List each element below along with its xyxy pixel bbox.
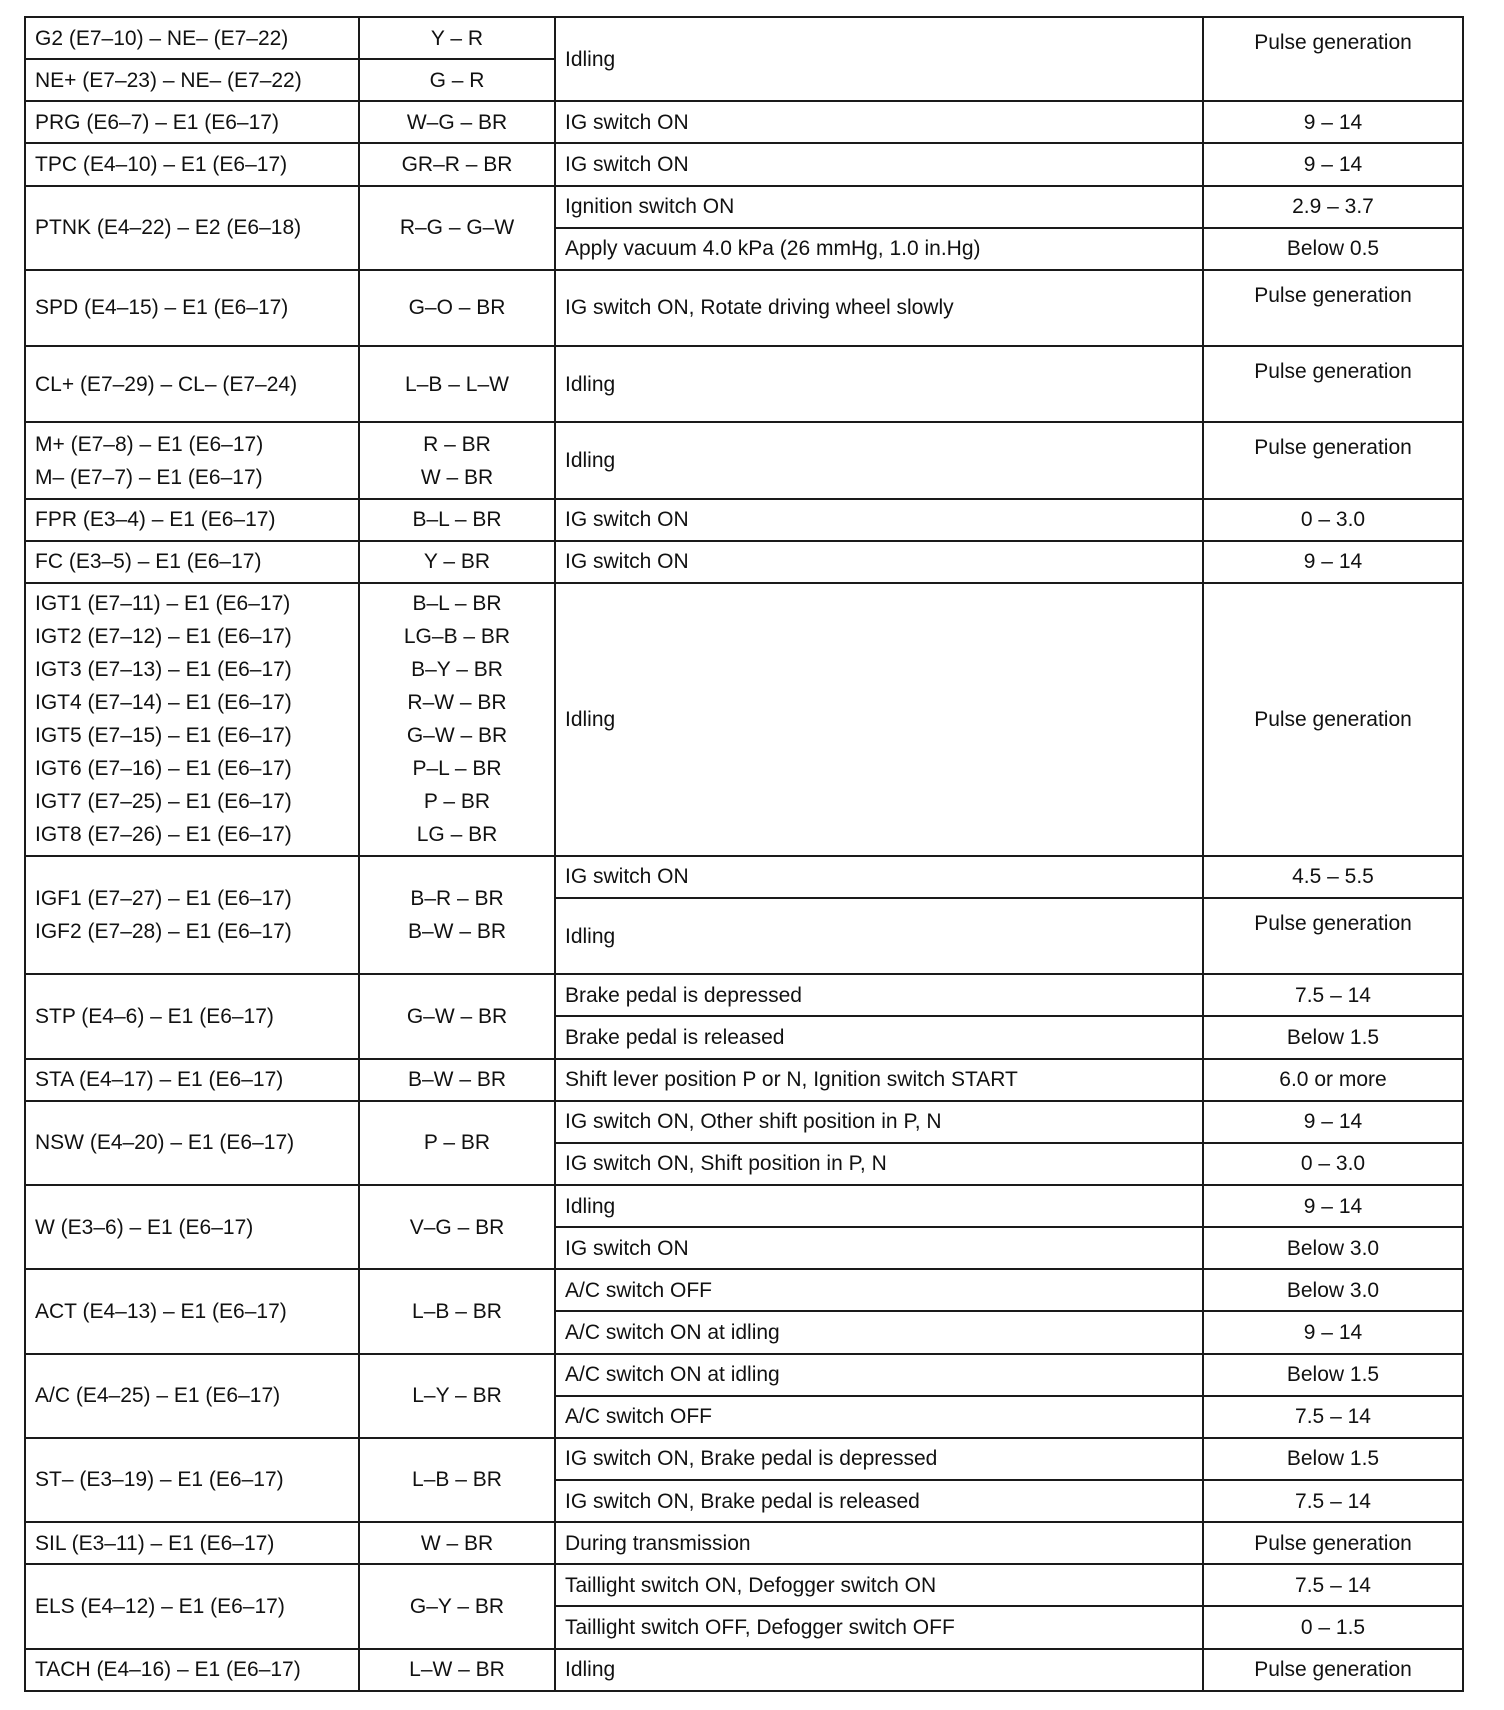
specified-value: 7.5 – 14: [1295, 983, 1371, 1007]
value-cell: [1203, 1059, 1463, 1101]
condition-cell: [555, 422, 1203, 498]
condition-cell: [555, 1480, 1203, 1522]
wiring-cell: [359, 499, 555, 541]
condition-cell: [555, 1649, 1203, 1691]
specified-value: Pulse generation: [1254, 31, 1412, 54]
condition-text: IG switch ON: [565, 865, 689, 889]
table-row: [25, 1354, 1463, 1396]
value-cell: [1203, 346, 1463, 422]
wiring-cell: [359, 1522, 555, 1564]
table-row: [25, 1522, 1463, 1564]
terminal-cell: [25, 346, 359, 422]
terminal-label: SPD (E4–15) – E1 (E6–17): [35, 296, 289, 320]
terminal-label: IGF1 (E7–27) – E1 (E6–17): [35, 887, 292, 911]
condition-cell: [555, 143, 1203, 185]
wiring-cell: [359, 1185, 555, 1269]
specified-value: Below 1.5: [1286, 1363, 1380, 1387]
wiring-color: G–O – BR: [408, 296, 506, 320]
specified-value: 2.9 – 3.7: [1292, 195, 1374, 219]
wiring-color: R – BR: [423, 432, 491, 456]
terminal-label: IGT2 (E7–12) – E1 (E6–17): [35, 625, 292, 649]
condition-text: IG switch ON, Rotate driving wheel slowly: [565, 296, 954, 320]
wiring-cell: [359, 143, 555, 185]
condition-cell: [555, 541, 1203, 583]
value-cell: [1203, 974, 1463, 1016]
value-cell: [1203, 186, 1463, 228]
specified-value: Pulse generation: [1254, 1658, 1412, 1682]
terminal-cell: [25, 1438, 359, 1522]
wiring-color: R–W – BR: [407, 691, 507, 715]
wiring-color: L–Y – BR: [412, 1384, 502, 1408]
specified-value: 9 – 14: [1303, 110, 1363, 134]
terminal-label: IGT4 (E7–14) – E1 (E6–17): [35, 691, 292, 715]
condition-cell: [555, 1269, 1203, 1311]
terminal-label: NSW (E4–20) – E1 (E6–17): [35, 1131, 295, 1155]
condition-text: Idling: [565, 707, 616, 731]
table-row: [25, 1564, 1463, 1606]
value-cell: [1203, 1016, 1463, 1058]
table-row: [25, 1269, 1463, 1311]
condition-text: Taillight switch ON, Defogger switch ON: [565, 1573, 937, 1597]
wiring-color: W–G – BR: [406, 110, 508, 134]
condition-cell: [555, 228, 1203, 270]
wiring-color: L–B – L–W: [405, 372, 509, 396]
condition-text: IG switch ON: [565, 508, 689, 532]
terminal-cell: [25, 974, 359, 1058]
terminal-label: IGT1 (E7–11) – E1 (E6–17): [35, 592, 291, 616]
condition-cell: [555, 1101, 1203, 1143]
condition-text: Apply vacuum 4.0 kPa (26 mmHg, 1.0 in.Hg): [565, 237, 981, 261]
condition-cell: [555, 186, 1203, 228]
wiring-cell: [359, 270, 555, 346]
specified-value: Below 3.0: [1286, 1278, 1380, 1302]
terminal-cell: [25, 143, 359, 185]
condition-text: IG switch ON: [565, 152, 689, 176]
terminal-label: TACH (E4–16) – E1 (E6–17): [35, 1658, 301, 1682]
wiring-color: B–L – BR: [412, 508, 502, 532]
wiring-color: B–Y – BR: [411, 658, 503, 682]
condition-text: IG switch ON: [565, 1236, 689, 1260]
wiring-cell: [359, 1649, 555, 1691]
specified-value: Pulse generation: [1254, 436, 1412, 460]
condition-text: Taillight switch OFF, Defogger switch OFF: [565, 1615, 955, 1639]
wiring-color: L–B – BR: [412, 1468, 502, 1492]
condition-cell: [555, 1143, 1203, 1185]
value-cell: [1203, 1564, 1463, 1606]
specified-value: Below 0.5: [1286, 237, 1380, 261]
value-cell: [1203, 1606, 1463, 1648]
terminal-cell: [25, 1269, 359, 1353]
table-row: [25, 541, 1463, 583]
terminal-cell: [25, 583, 359, 856]
table-row: [25, 1059, 1463, 1101]
specified-value: 0 – 3.0: [1300, 508, 1366, 532]
condition-cell: [555, 1396, 1203, 1438]
value-cell: [1203, 541, 1463, 583]
condition-cell: [555, 1564, 1203, 1606]
condition-cell: [555, 856, 1203, 898]
condition-text: Idling: [565, 47, 616, 71]
wiring-color: V–G – BR: [409, 1215, 505, 1239]
wiring-color: G–Y – BR: [409, 1594, 505, 1618]
wiring-cell: [359, 583, 555, 856]
table-row: [25, 499, 1463, 541]
table-row: [25, 974, 1463, 1016]
terminal-label: SIL (E3–11) – E1 (E6–17): [35, 1531, 275, 1555]
condition-cell: [555, 1227, 1203, 1269]
terminal-cell: [25, 17, 359, 59]
condition-text: Idling: [565, 1658, 616, 1682]
wiring-color: B–W – BR: [407, 920, 507, 944]
table-row: [25, 1438, 1463, 1480]
terminal-label: NE+ (E7–23) – NE– (E7–22): [35, 68, 302, 92]
condition-text: IG switch ON, Other shift position in P, N: [565, 1110, 942, 1134]
terminal-label: IGT7 (E7–25) – E1 (E6–17): [35, 790, 292, 814]
specified-value: 9 – 14: [1303, 152, 1363, 176]
wiring-cell: [359, 186, 555, 270]
wiring-color: GR–R – BR: [401, 152, 513, 176]
value-cell: [1203, 1269, 1463, 1311]
wiring-color: G–W – BR: [406, 1004, 508, 1028]
specified-value: 6.0 or more: [1279, 1068, 1387, 1092]
wiring-cell: [359, 974, 555, 1058]
terminal-label: M– (E7–7) – E1 (E6–17): [35, 465, 263, 489]
condition-cell: [555, 1059, 1203, 1101]
value-cell: [1203, 422, 1463, 498]
value-cell: [1203, 1522, 1463, 1564]
wiring-cell: [359, 1059, 555, 1101]
terminal-cell: [25, 1059, 359, 1101]
table-row: [25, 346, 1463, 422]
value-cell: [1203, 17, 1463, 101]
terminal-label: IGT5 (E7–15) – E1 (E6–17): [35, 724, 292, 748]
terminal-label: TPC (E4–10) – E1 (E6–17): [35, 152, 288, 176]
table-row: [25, 186, 1463, 228]
specified-value: 9 – 14: [1303, 550, 1363, 574]
condition-cell: [555, 270, 1203, 346]
specified-value: Pulse generation: [1254, 360, 1412, 384]
table-body: [25, 17, 1463, 1691]
value-cell: [1203, 270, 1463, 346]
condition-cell: [555, 583, 1203, 856]
condition-text: Shift lever position P or N, Ignition switch START: [565, 1068, 1018, 1092]
terminal-cell: [25, 499, 359, 541]
specified-value: 7.5 – 14: [1295, 1573, 1371, 1597]
condition-text: IG switch ON: [565, 550, 689, 574]
specified-value: Below 1.5: [1286, 1447, 1380, 1471]
wiring-cell: [359, 1438, 555, 1522]
wiring-cell: [359, 541, 555, 583]
wiring-color: G – R: [429, 68, 485, 92]
table-row: [25, 856, 1463, 898]
wiring-color: Y – R: [430, 26, 484, 50]
terminal-label: FC (E3–5) – E1 (E6–17): [35, 550, 262, 574]
wiring-color: R–G – G–W: [399, 216, 515, 240]
terminal-label: PTNK (E4–22) – E2 (E6–18): [35, 216, 302, 240]
terminal-cell: [25, 270, 359, 346]
condition-cell: [555, 499, 1203, 541]
condition-text: A/C switch OFF: [565, 1278, 713, 1302]
terminal-cell: [25, 1564, 359, 1648]
value-cell: [1203, 228, 1463, 270]
table-row: [25, 422, 1463, 498]
specified-value: Below 3.0: [1286, 1236, 1380, 1260]
terminal-cell: [25, 1101, 359, 1185]
wiring-cell: [359, 17, 555, 59]
condition-cell: [555, 1354, 1203, 1396]
specified-value: 9 – 14: [1303, 1194, 1363, 1218]
terminal-cell: [25, 1649, 359, 1691]
specified-value: 9 – 14: [1303, 1110, 1363, 1134]
wiring-cell: [359, 346, 555, 422]
terminal-voltage-table: [24, 16, 1464, 1692]
value-cell: [1203, 1354, 1463, 1396]
wiring-cell: [359, 856, 555, 974]
table-row: [25, 1649, 1463, 1691]
condition-cell: [555, 1185, 1203, 1227]
value-cell: [1203, 1227, 1463, 1269]
specified-value: 9 – 14: [1303, 1320, 1363, 1344]
terminal-cell: [25, 1522, 359, 1564]
condition-cell: [555, 1438, 1203, 1480]
wiring-cell: [359, 1564, 555, 1648]
terminal-label: CL+ (E7–29) – CL– (E7–24): [35, 372, 298, 396]
terminal-cell: [25, 59, 359, 101]
condition-text: IG switch ON, Brake pedal is depressed: [565, 1447, 938, 1471]
condition-cell: [555, 898, 1203, 974]
wiring-cell: [359, 59, 555, 101]
condition-cell: [555, 346, 1203, 422]
specified-value: 0 – 1.5: [1300, 1615, 1366, 1639]
condition-cell: [555, 1606, 1203, 1648]
terminal-cell: [25, 856, 359, 974]
wiring-color: L–B – BR: [412, 1299, 502, 1323]
specified-value: Below 1.5: [1286, 1026, 1380, 1049]
terminal-label: STP (E4–6) – E1 (E6–17): [35, 1004, 274, 1028]
condition-text: Idling: [565, 1194, 616, 1218]
terminal-label: ACT (E4–13) – E1 (E6–17): [35, 1299, 287, 1323]
wiring-color: LG–B – BR: [403, 625, 511, 649]
terminal-label: IGT6 (E7–16) – E1 (E6–17): [35, 757, 292, 781]
specified-value: Pulse generation: [1254, 1531, 1412, 1555]
wiring-cell: [359, 101, 555, 143]
terminal-label: IGT8 (E7–26) – E1 (E6–17): [35, 823, 292, 847]
wiring-color: L–W – BR: [409, 1658, 505, 1682]
value-cell: [1203, 1438, 1463, 1480]
value-cell: [1203, 1185, 1463, 1227]
terminal-cell: [25, 101, 359, 143]
terminal-label: W (E3–6) – E1 (E6–17): [35, 1215, 254, 1239]
value-cell: [1203, 143, 1463, 185]
specified-value: Pulse generation: [1254, 283, 1412, 307]
value-cell: [1203, 101, 1463, 143]
terminal-cell: [25, 422, 359, 498]
specified-value: 7.5 – 14: [1295, 1405, 1371, 1429]
condition-text: Brake pedal is released: [565, 1026, 785, 1049]
wiring-color: W – BR: [420, 465, 494, 489]
condition-cell: [555, 1522, 1203, 1564]
condition-cell: [555, 17, 1203, 101]
condition-text: Brake pedal is depressed: [565, 983, 802, 1007]
value-cell: [1203, 856, 1463, 898]
terminal-cell: [25, 541, 359, 583]
terminal-cell: [25, 1354, 359, 1438]
wiring-cell: [359, 422, 555, 498]
condition-text: Idling: [565, 372, 616, 396]
specified-value: 4.5 – 5.5: [1292, 865, 1374, 889]
condition-cell: [555, 974, 1203, 1016]
terminal-label: FPR (E3–4) – E1 (E6–17): [35, 508, 276, 532]
condition-cell: [555, 1016, 1203, 1058]
wiring-color: W – BR: [420, 1531, 494, 1555]
wiring-color: P–L – BR: [412, 757, 502, 781]
table-row: [25, 583, 1463, 856]
wiring-color: B–R – BR: [410, 887, 504, 911]
specified-value: 7.5 – 14: [1295, 1489, 1371, 1513]
condition-text: IG switch ON, Brake pedal is released: [565, 1489, 920, 1513]
condition-text: Idling: [565, 924, 616, 948]
terminal-cell: [25, 1185, 359, 1269]
condition-text: During transmission: [565, 1531, 751, 1555]
value-cell: [1203, 1480, 1463, 1522]
condition-text: A/C switch ON at idling: [565, 1320, 780, 1344]
wiring-color: P – BR: [423, 1131, 491, 1155]
wiring-color: B–L – BR: [412, 592, 502, 616]
value-cell: [1203, 583, 1463, 856]
terminal-cell: [25, 186, 359, 270]
specified-value: Pulse generation: [1254, 707, 1412, 731]
wiring-color: P – BR: [423, 790, 491, 814]
specified-value: 0 – 3.0: [1300, 1152, 1366, 1176]
value-cell: [1203, 1311, 1463, 1353]
condition-cell: [555, 1311, 1203, 1353]
terminal-label: ELS (E4–12) – E1 (E6–17): [35, 1594, 285, 1618]
table-row: [25, 1101, 1463, 1143]
terminal-label: M+ (E7–8) – E1 (E6–17): [35, 432, 264, 456]
terminal-label: PRG (E6–7) – E1 (E6–17): [35, 110, 279, 134]
value-cell: [1203, 1396, 1463, 1438]
wiring-color: Y – BR: [423, 550, 491, 574]
table-row: [25, 101, 1463, 143]
condition-text: IG switch ON, Shift position in P, N: [565, 1152, 887, 1176]
value-cell: [1203, 1101, 1463, 1143]
wiring-color: B–W – BR: [407, 1068, 507, 1092]
value-cell: [1203, 499, 1463, 541]
condition-cell: [555, 101, 1203, 143]
table-row: [25, 1185, 1463, 1227]
terminal-label: A/C (E4–25) – E1 (E6–17): [35, 1384, 281, 1408]
condition-text: A/C switch ON at idling: [565, 1363, 780, 1387]
wiring-cell: [359, 1269, 555, 1353]
terminal-label: G2 (E7–10) – NE– (E7–22): [35, 26, 289, 50]
terminal-label: ST– (E3–19) – E1 (E6–17): [35, 1468, 284, 1492]
wiring-color: LG – BR: [416, 823, 498, 847]
value-cell: [1203, 1143, 1463, 1185]
terminal-label: IGT3 (E7–13) – E1 (E6–17): [35, 658, 292, 682]
specified-value: Pulse generation: [1254, 912, 1412, 936]
wiring-color: G–W – BR: [406, 724, 508, 748]
wiring-cell: [359, 1101, 555, 1185]
wiring-cell: [359, 1354, 555, 1438]
terminal-label: STA (E4–17) – E1 (E6–17): [35, 1068, 284, 1092]
condition-text: Idling: [565, 449, 616, 472]
condition-text: Ignition switch ON: [565, 195, 735, 219]
table-row: [25, 270, 1463, 346]
condition-text: IG switch ON: [565, 110, 689, 134]
terminal-label: IGF2 (E7–28) – E1 (E6–17): [35, 920, 292, 944]
value-cell: [1203, 898, 1463, 974]
table-row: [25, 143, 1463, 185]
condition-text: A/C switch OFF: [565, 1405, 713, 1429]
value-cell: [1203, 1649, 1463, 1691]
table-row: [25, 17, 1463, 59]
